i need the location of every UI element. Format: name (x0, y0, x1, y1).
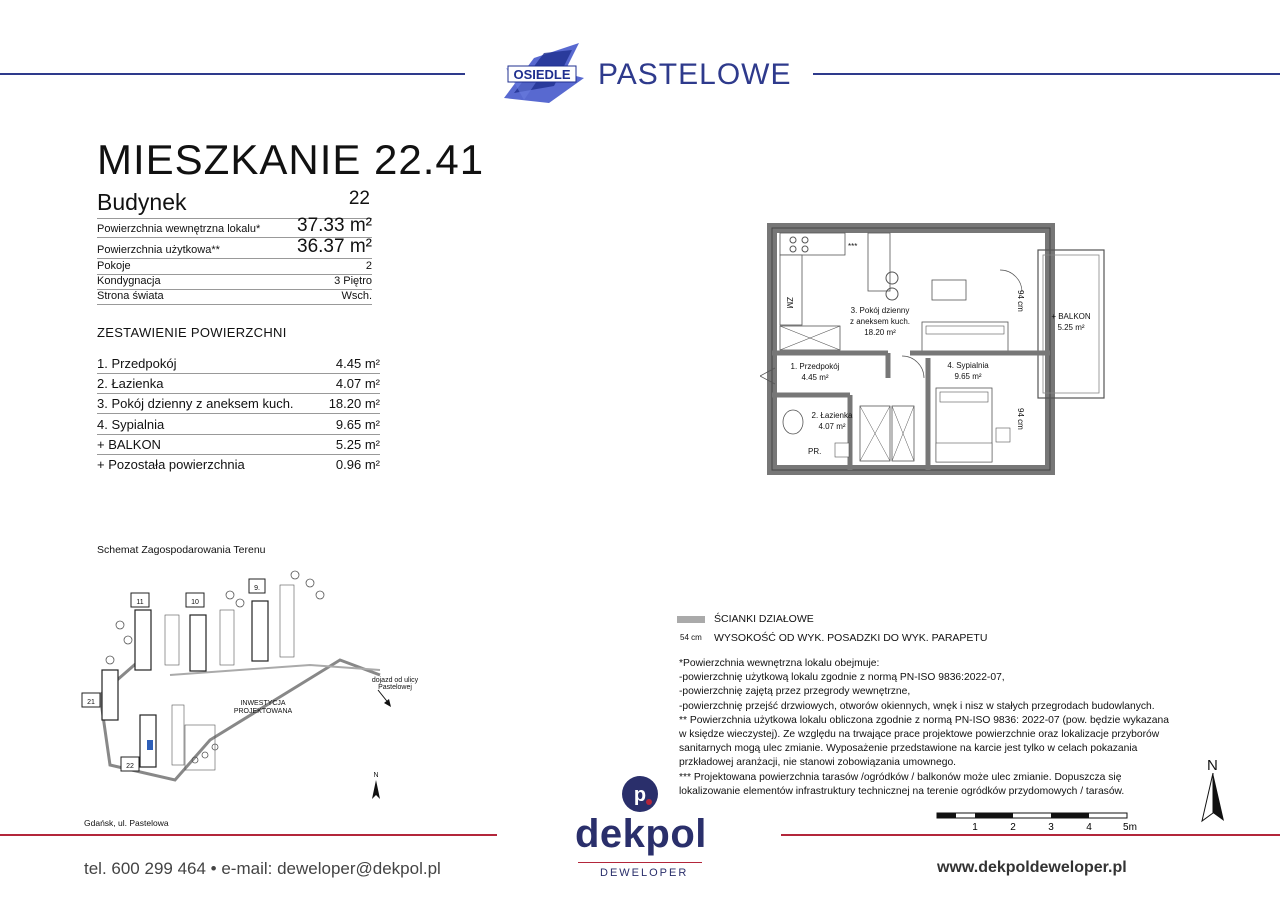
summary-row (97, 435, 380, 455)
scale-label-5: 5m (1123, 822, 1137, 833)
plan-height-2: 94 cm (1016, 408, 1025, 430)
site-building-11: 11 (136, 599, 144, 606)
info-label: Powierzchnia użytkowa** (97, 244, 220, 256)
site-plan-caption: Schemat Zagospodarowania Terenu (97, 544, 266, 556)
header-line-right (813, 73, 1280, 75)
scale-label-1: 1 (972, 822, 978, 833)
dekpol-logo-rule (578, 862, 702, 863)
note-line: ** Powierzchnia użytkowa lokalu obliczona zgodnie z normą PN-ISO 9836: 2022-07 (pow. będzie wykazana (679, 714, 1169, 726)
site-location: Gdańsk, ul. Pastelowa (84, 818, 169, 828)
dekpol-logo-text: dekpol (575, 812, 707, 856)
site-building-10: 10 (191, 599, 199, 606)
dekpol-logo-sub: DEWELOPER (600, 867, 689, 879)
info-value: 2 (365, 260, 372, 272)
summary-value: 4.07 m² (335, 376, 380, 391)
summary-label: + BALKON (97, 437, 161, 452)
info-row (97, 289, 372, 305)
room-label-living: 3. Pokój dzienny (850, 306, 910, 315)
plan-zm: ZM (785, 297, 794, 309)
note-line: *Powierzchnia wewnętrzna lokalu obejmuje: (679, 658, 880, 669)
summary-row (97, 394, 380, 414)
site-building-9: 9. (254, 585, 260, 592)
site-building-22: 22 (126, 763, 134, 770)
summary-value: 18.20 m² (328, 396, 380, 411)
room-label-balcony: + BALKON (1051, 312, 1091, 321)
summary-heading: ZESTAWIENIE POWIERZCHNI (97, 325, 287, 340)
room-label-living-2: z aneksem kuch. (849, 317, 911, 326)
summary-label: 4. Sypialnia (97, 417, 165, 432)
info-value: 36.37 m² (297, 236, 372, 257)
floor-plan (760, 218, 1120, 478)
scale-label-4: 4 (1086, 822, 1092, 833)
notes (679, 657, 1199, 799)
legend-height: WYSOKOŚĆ OD WYK. POSADZKI DO WYK. PARAPETU (714, 632, 988, 644)
plan-stars: *** (848, 242, 858, 251)
site-plan (80, 565, 460, 805)
summary-value: 4.45 m² (335, 356, 380, 371)
plan-pr: PR. (808, 447, 822, 456)
note-line: lokalizowanie elementów infrastruktury technicznej na terenie ogródków przydomowych / tarasów. (679, 785, 1125, 797)
legend-height-value: 54 cm (680, 633, 702, 642)
summary-value: 9.65 m² (335, 417, 380, 432)
building-label: Budynek (97, 189, 187, 215)
room-area-balcony: 5.25 m² (1057, 323, 1085, 332)
site-building-21: 21 (87, 699, 95, 706)
note-line: -powierzchnię przejść drzwiowych, otworów okiennych, wnęk i nisz w stałych przegrodach budowlanych. (679, 700, 1155, 712)
summary-label: 3. Pokój dzienny z aneksem kuch. (97, 396, 294, 411)
legend-walls-swatch (677, 616, 705, 623)
room-label-bedroom: 4. Sypialnia (947, 361, 989, 370)
summary-row (97, 354, 380, 374)
room-area-hall: 4.45 m² (801, 373, 829, 382)
info-label: Pokoje (97, 260, 131, 272)
note-line: przkładowej aranżacji, nie stanowi zobowiązania umownego. (679, 757, 957, 769)
note-line: -powierzchnię użytkową lokalu zgodnie z normą PN-ISO 9836:2022-07, (679, 672, 1005, 684)
site-investment-label-2: PROJEKTOWANA (233, 708, 293, 715)
compass-label: N (1207, 757, 1218, 774)
brand-name: PASTELOWE (598, 58, 792, 91)
note-line: *** Projektowana powierzchnia tarasów /ogródków / balkonów może ulec zmianie. Dopuszcza się (679, 771, 1122, 783)
summary-row (97, 415, 380, 435)
summary-label: + Pozostała powierzchnia (97, 457, 245, 472)
footer-line-left (0, 834, 497, 836)
legend-walls: ŚCIANKI DZIAŁOWE (714, 613, 814, 625)
room-area-living: 18.20 m² (864, 328, 896, 337)
info-value: 37.33 m² (297, 215, 372, 236)
plan-height-1: 94 cm (1016, 290, 1025, 312)
scale-bar (935, 811, 1145, 835)
info-value: Wsch. (341, 290, 372, 302)
info-label: Powierzchnia wewnętrzna lokalu* (97, 223, 261, 235)
svg-text:p: p (633, 784, 647, 806)
summary-row (97, 455, 380, 474)
footer-line-right (781, 834, 1280, 836)
note-line: -powierzchnię zajętą przez przegrody wewnętrzne, (679, 686, 911, 698)
scale-label-2: 2 (1010, 822, 1016, 833)
info-row (97, 274, 372, 290)
site-investment-label: INWESTYCJA (240, 700, 286, 707)
osiedle-logo (494, 38, 589, 110)
apartment-title: MIESZKANIE 22.41 (97, 136, 485, 183)
footer-website[interactable]: www.dekpoldeweloper.pl (937, 859, 1127, 876)
info-row (97, 215, 372, 238)
site-north-label: N (373, 772, 379, 779)
osiedle-logo-text: OSIEDLE (513, 67, 571, 82)
header-line-left (0, 73, 465, 75)
info-value: 3 Piętro (334, 275, 372, 287)
info-label: Kondygnacja (97, 275, 161, 287)
summary-row (97, 374, 380, 394)
footer-contact: tel. 600 299 464 • e-mail: deweloper@dekpol.pl (84, 859, 441, 878)
room-label-bathroom: 2. Łazienka (811, 411, 853, 420)
summary-value: 0.96 m² (335, 457, 380, 472)
info-label: Strona świata (97, 290, 164, 302)
note-line: w księdze wieczystej). Ze względu na trwające prace projektowe powierzchnie oraz lokalizacje przyborów (679, 729, 1160, 741)
site-north-arrow-icon (372, 780, 380, 799)
room-area-bathroom: 4.07 m² (818, 422, 846, 431)
building-value: 22 (348, 188, 370, 209)
room-area-bedroom: 9.65 m² (954, 372, 982, 381)
compass-arrow-icon (1200, 773, 1226, 823)
site-access-label: dojazd od ulicy (371, 677, 419, 684)
site-access-label-2: Pastelowej (378, 684, 412, 691)
room-label-hall: 1. Przedpokój (790, 362, 840, 371)
scale-label-3: 3 (1048, 822, 1054, 833)
summary-label: 1. Przedpokój (97, 356, 177, 371)
dekpol-logo-icon (620, 774, 660, 814)
info-row (97, 237, 372, 259)
note-line: sanitarnych mogą ulec zmianie. Wyposażenie przedstawione na karcie jest tylko w celach pokazania (679, 743, 1138, 755)
info-row (97, 258, 372, 275)
summary-value: 5.25 m² (335, 437, 380, 452)
summary-label: 2. Łazienka (97, 376, 164, 391)
legend-height-mark (680, 633, 702, 642)
